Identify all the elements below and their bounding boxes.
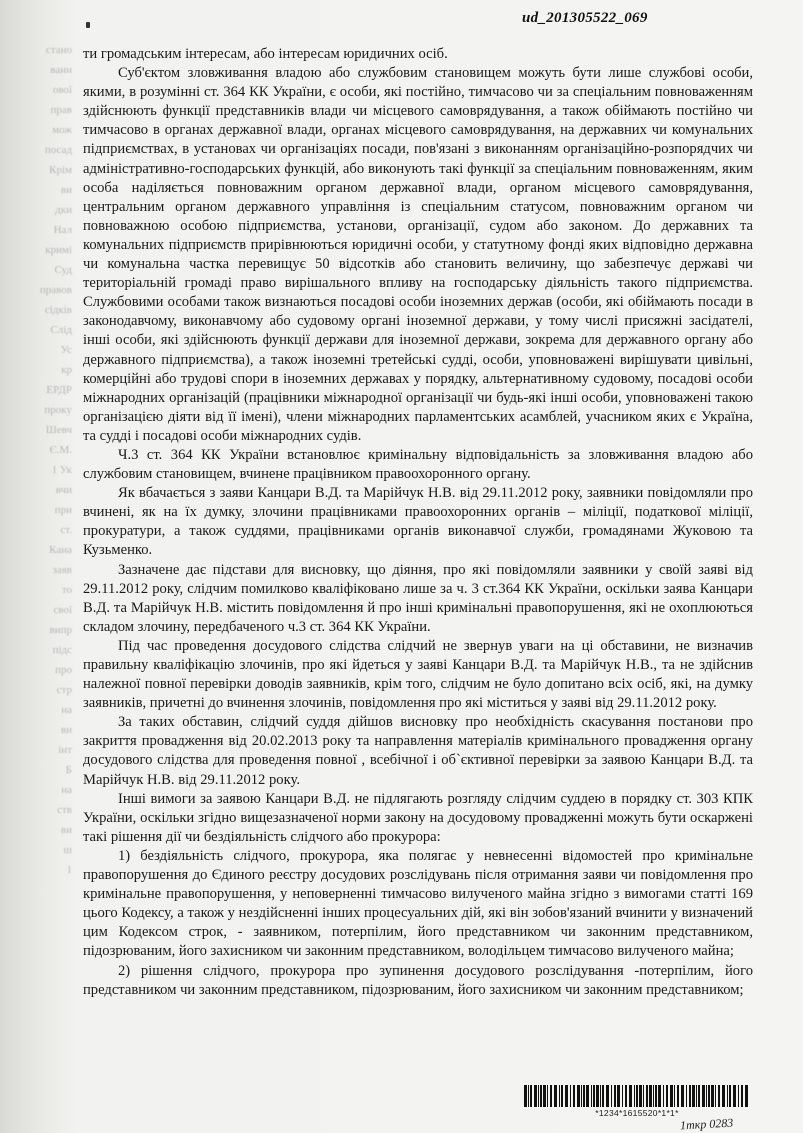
paragraph: 2) рішення слідчого, прокурора про зупинення досудового розслідування -потерпілим, його представником чи законним представником, підозрюваним, його захисником чи законним представником; (83, 962, 753, 998)
barcode-number: *1234*1615520*1*1* (595, 1108, 679, 1118)
barcode (522, 1085, 752, 1107)
paragraph: Під час проведення досудового слідства слідчий не звернув уваги на ці обставини, не визначив правильну кваліфікацію злочинів, про які йдеться у заяві Канцари В.Д. та Марійчук Н.В., та не здійснив належної повної перевірки доводів заявників, крім того, слідчим не було допитано всіх осіб, які, на думку заявників, причетні до вчинення злочинів, повідомлення про які міститься у заяві від 29.11.2012 року. (83, 637, 753, 712)
paragraph: Ч.3 ст. 364 КК України встановлює кримінальну відповідальність за зловживання владою або службовим становищем, вчинене працівником правоохоронного органу. (83, 446, 753, 483)
document-id: ud_201305522_069 (522, 10, 648, 26)
document-body (83, 45, 753, 1000)
paragraph: Суб'єктом зловживання владою або службовим становищем можуть бути лише службові особи, якими, в розумінні ст. 364 КК України, є особи, які постійно, тимчасово чи за спеціальним повноваженням здійснюють функції представників влади чи місцевого самоврядування, а також обіймають постійно чи тимчасово в органах державної влади, органах місцевого самоврядування, на державних чи комунальних підприємствах, в установах чи організаціях посади, пов'язані з виконанням організаційно-розпорядчих чи адміністративно-господарських функцій, або виконують такі функції за спеціальним повноваженням, яким особа наділяється повноважним органом державної влади, органом місцевого самоврядування, центральним органом державного управління із спеціальним статусом, повноважним органом чи повноважною особою підприємства, установи, організації, судом або законом. До державних та комунальних підприємств прирівнюються юридичні особи, у статутному фонді яких відповідно державна чи комунальна частка перевищує 50 відсотків або становить величину, що забезпечує державі чи територіальній громаді право вирішального впливу на господарську діяльність такого підприємства. Службовими особами також визнаються посадові особи іноземних держав (особи, які обіймають посади в законодавчому, виконавчому або судовому органі іноземної держави, у тому числі присяжні засідателі, інші особи, які здійснюють функції держави для іноземної держави, зокрема для державного органу або державного підприємства), а також іноземні третейські судді, особи, уповноважені вирішувати цивільні, комерційні або трудові спори в іноземних державах у порядку, альтернативному судовому, посадові особи міжнародних організацій (працівники міжнародної організації чи будь-які інші особи, уповноважені такою організацією діяти від її імені), члени міжнародних парламентських асамблей, учасником яких є Україна, та судді і посадові особи міжнародних судів. (83, 65, 753, 444)
paragraph: 1) бездіяльність слідчого, прокурора, яка полягає у невнесенні відомостей про кримінальне правопорушення до Єдиного реєстру досудових розслідувань після отримання заяви чи повідомлення про кримінальне правопорушення, у неповерненні тимчасово вилученого майна згідно з вимогами статті 169 цього Кодексу, а також у нездійсненні інших процесуальних дій, які він зобов'язаний вчинити у визначений цим Кодексом строк, - заявником, потерпілим, його представником чи законним представником, підозрюваним, його захисником чи законним представником, володільцем тимчасово вилученого майна; (83, 847, 753, 960)
barcode-block (522, 1085, 752, 1118)
paragraph: ти громадським інтересам, або інтересам юридичних осіб. (83, 46, 448, 62)
bleed-through-margin: стано ванн ової прав мож посад Крім ви дки Нал кримі Суд правов сідків Слід Ус кр ЕРДР проку Шевч Є.М. 1 Ук вчи при ст. Кана заяв то свої випр підс про стр на ви інт Б на ств ви ш 1 (39, 44, 72, 876)
staple-mark (86, 22, 90, 28)
paragraph: Інші вимоги за заявою Канцари В.Д. не підлягають розгляду слідчим суддею в порядку ст. 303 КПК України, оскільки згідно вищезазначеної норми закону на досудовому провадженні можуть бути оскаржені такі рішення дії чи бездіяльність слідчого або прокурора: (83, 790, 753, 845)
paragraph: За таких обставин, слідчий суддя дійшов висновку про необхідність скасування постанови про закриття провадження від 20.02.2013 року та направлення матеріалів кримінального провадження органу досудового слідства для проведення повної , всебічної і об`єктивної перевірки за заявою Канцари В.Д. та Марійчук Н.В. від 29.11.2012 року. (83, 714, 753, 788)
paragraph: Як вбачається з заяви Канцари В.Д. та Марійчук Н.В. від 29.11.2012 року, заявники повідомляли про вчинені, як на їх думку, злочини працівниками правоохоронних органів – міліції, податкової міліції, прокуратури, а також суддями, працівниками органів виконавчої служби, громадянами Жуковою та Кузьменко. (83, 485, 753, 559)
paragraph: Зазначене дає підстави для висновку, що діяння, про які повідомляли заявники у своїй заяві від 29.11.2012 року, слідчим помилково кваліфіковано лише за ч. 3 ст.364 КК України, оскільки заява Канцари В.Д. та Марійчук Н.В. містить повідомлення й про інші кримінальні правопорушення, які не охоплюються складом злочину, передбаченого ч.3 ст. 364 КК України. (83, 561, 753, 635)
handwritten-page-number: 1ткр 0283 (679, 1115, 734, 1133)
